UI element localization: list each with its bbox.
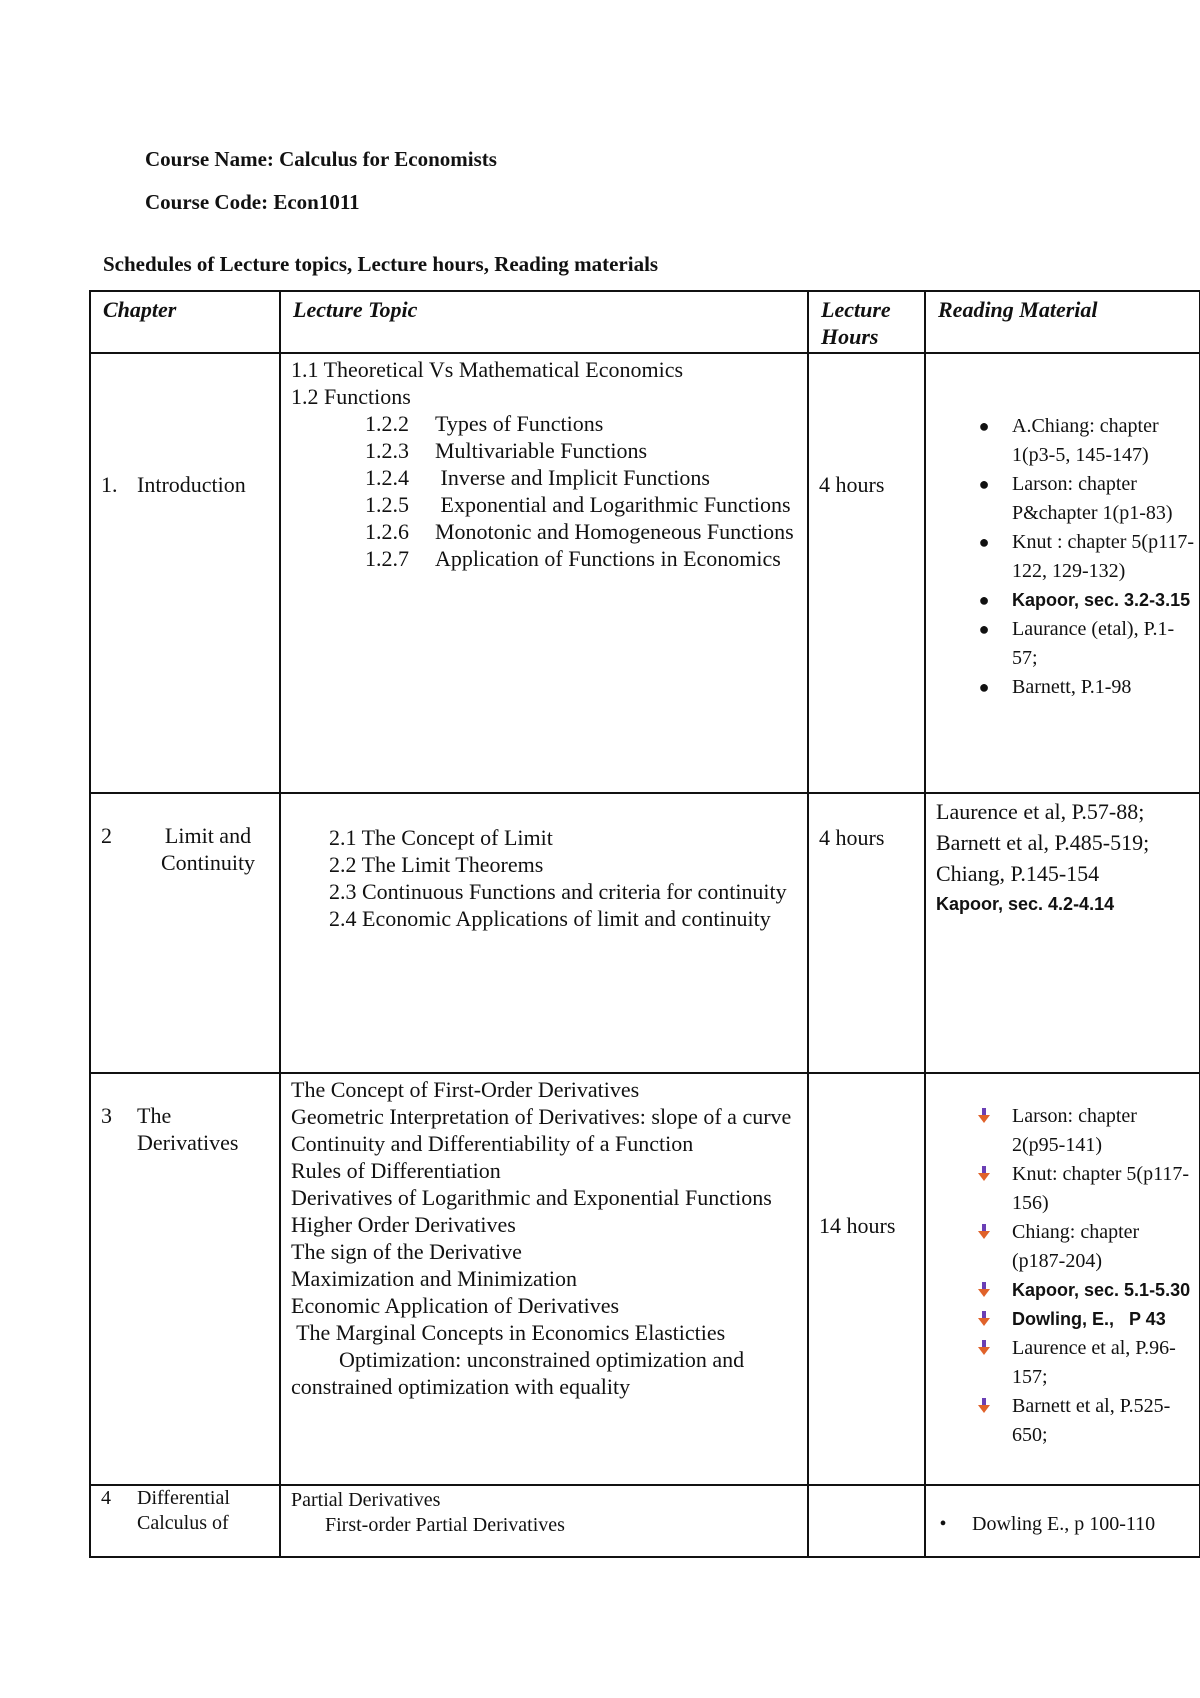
table-header-row [90,291,1200,353]
topic-line: The sign of the Derivative [291,1239,522,1264]
chapter-cell [90,353,280,793]
topic-line: Continuity and Differentiability of a Function [291,1131,694,1156]
topic-line: The Marginal Concepts in Economics Elasticties [291,1320,726,1345]
subtopic-item: 1.2.3 Multivariable Functions [365,438,648,463]
chapter-number: 2 [101,823,112,848]
table-row [90,1485,1200,1557]
arrow-down-bullet-icon [977,1166,991,1182]
list-item: Dowling, E., P 43 [926,1305,1195,1334]
list-item: • Dowling E., p 100-110 [926,1486,1199,1537]
topic-line: Higher Order Derivatives [291,1212,516,1237]
chapter-number: 1. [101,472,118,497]
hours-cell [808,793,925,1073]
topic-cell [280,1485,808,1557]
lecture-hours: 4 hours [819,472,885,497]
chapter-name: Limit and Continuity [160,823,256,875]
subtopic-item: 1.2.2 Types of Functions [365,411,604,436]
bullet-icon: ● [978,532,990,552]
reading-list [926,1074,1199,1450]
table-row [90,793,1200,1073]
column-header-reading-material: Reading Material [925,291,1200,353]
topic-line: 2.2 The Limit Theorems [329,852,544,877]
list-item: ● Barnett, P.1-98 [978,676,1132,698]
list-item: Kapoor, sec. 5.1-5.30 [926,1276,1195,1305]
list-item: Laurence et al, P.96-157; [926,1334,1195,1392]
topic-cell [280,1073,808,1485]
chapter-name: The Derivatives [137,1103,239,1155]
chapter-number: 3 [101,1103,112,1128]
hours-cell [808,1485,925,1557]
reading-list [926,794,1199,920]
list-item: Barnett et al, P.525-650; [926,1392,1195,1450]
list-item: ● Kapoor, sec. 3.2-3.15 [978,590,1191,610]
arrow-down-bullet-icon [977,1398,991,1414]
subtopic-item: 1.2.4 Inverse and Implicit Functions [365,465,710,490]
topic-line: 2.4 Economic Applications of limit and continuity [329,906,771,931]
column-header-lecture-hours: Lecture Hours [808,291,925,353]
bullet-icon: ● [978,474,990,494]
list-item: ● Knut : chapter 5(p117-122, 129-132) [978,531,1194,582]
hours-cell [808,353,925,793]
topic-line: Optimization: unconstrained optimization and constrained optimization with equality [291,1347,745,1399]
reading-line: Chiang, P.145-154 [936,861,1100,886]
list-item: ● A.Chiang: chapter 1(p3-5, 145-147) [978,415,1159,466]
lecture-hours [809,1486,924,1488]
topic-cell [280,353,808,793]
table-row [90,1073,1200,1485]
subtopic-item: 1.2.7 Application of Functions in Economics [365,546,781,571]
topic-line: 2.3 Continuous Functions and criteria for continuity [329,879,787,904]
subtopic-item: 1.2.5 Exponential and Logarithmic Functions [365,492,791,517]
chapter-cell [90,793,280,1073]
column-header-lecture-topic: Lecture Topic [280,291,808,353]
table-row [90,353,1200,793]
topic-line: 2.1 The Concept of Limit [329,825,553,850]
column-header-chapter: Chapter [90,291,280,353]
chapter-cell [90,1073,280,1485]
bullet-icon: ● [978,416,990,436]
list-item: Chiang: chapter (p187-204) [926,1218,1195,1276]
chapter-number: 4 [101,1487,111,1509]
topic-line: 1.2 Functions [291,384,411,409]
arrow-down-bullet-icon [977,1108,991,1124]
schedule-title: Schedules of Lecture topics, Lecture hours, Reading materials [103,252,659,276]
list-item: Larson: chapter 2(p95-141) [926,1102,1195,1160]
topic-line: 1.1 Theoretical Vs Mathematical Economics [291,357,684,382]
chapter-cell [90,1485,280,1557]
list-item: ● Larson: chapter P&chapter 1(p1-83) [978,473,1173,524]
arrow-down-bullet-icon [977,1282,991,1298]
reading-cell [925,1073,1200,1485]
reading-list [926,354,1199,702]
topic-line: Rules of Differentiation [291,1158,501,1183]
bullet-icon: • [939,1513,947,1535]
course-code: Course Code: Econ1011 [145,190,360,214]
list-item: ● Laurance (etal), P.1-57; [978,618,1175,669]
bullet-icon: ● [978,677,990,697]
arrow-down-bullet-icon [977,1340,991,1356]
reading-cell [925,793,1200,1073]
list-item: Knut: chapter 5(p117- 156) [926,1160,1195,1218]
lecture-hours: 4 hours [819,825,885,850]
topic-line: Maximization and Minimization [291,1266,577,1291]
topic-cell [280,793,808,1073]
course-name: Course Name: Calculus for Economists [145,147,497,171]
reading-cell [925,1485,1200,1557]
topic-line: Derivatives of Logarithmic and Exponential Functions [291,1185,772,1210]
topic-line: Partial Derivatives [291,1489,441,1511]
hours-cell [808,1073,925,1485]
subtopic-item: 1.2.6 Monotonic and Homogeneous Functions [365,519,794,544]
chapter-name: Differential Calculus of [137,1487,230,1534]
arrow-down-bullet-icon [977,1311,991,1327]
topic-line: The Concept of First-Order Derivatives [291,1077,640,1102]
arrow-down-bullet-icon [977,1224,991,1240]
topic-line: Economic Application of Derivatives [291,1293,620,1318]
chapter-name: Introduction [137,472,246,497]
topic-line: First-order Partial Derivatives [325,1514,565,1536]
topic-line: Geometric Interpretation of Derivatives: slope of a curve [291,1104,792,1129]
reading-cell [925,353,1200,793]
reading-line: Laurence et al, P.57-88; [936,799,1145,824]
lecture-hours: 14 hours [819,1213,896,1238]
reading-line: Barnett et al, P.485-519; [936,830,1150,855]
bullet-icon: ● [978,619,990,639]
bullet-icon: ● [978,590,990,610]
reading-line: Kapoor, sec. 4.2-4.14 [936,894,1115,914]
schedule-table [89,290,1200,1558]
